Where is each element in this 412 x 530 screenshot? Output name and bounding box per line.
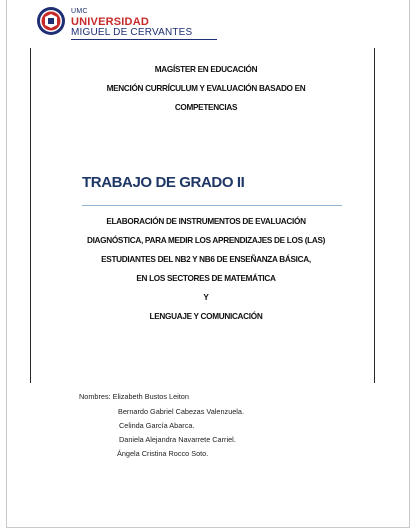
author-name: Bernardo Gabriel Cabezas Valenzuela. <box>118 407 245 416</box>
university-logo <box>36 6 196 42</box>
program-mention: MENCIÓN CURRÍCULUM Y EVALUACIÓN BASADO EN <box>106 84 306 93</box>
content-border-box <box>30 48 375 383</box>
subtitle-line-1: ELABORACIÓN DE INSTRUMENTOS DE EVALUACIÓN <box>106 217 306 226</box>
logo-acronym: UMC <box>71 8 88 15</box>
thesis-title: TRABAJO DE GRADO II <box>82 174 245 191</box>
program-title: MAGÍSTER EN EDUCACIÓN <box>154 65 258 74</box>
program-competencies: COMPETENCIAS <box>174 103 238 112</box>
university-seal-icon <box>36 6 66 36</box>
logo-university-line: UNIVERSIDAD <box>71 16 149 28</box>
subtitle-line-3: ESTUDIANTES DEL NB2 Y NB6 DE ENSEÑANZA BÁSICA, <box>101 255 311 264</box>
logo-name-line: MIGUEL DE CERVANTES <box>71 27 193 38</box>
subtitle-line-2: DIAGNÓSTICA, PARA MEDIR LOS APRENDIZAJES DE LOS (LAS) <box>86 236 326 245</box>
authors-label-line: Nombres: Elizabeth Bustos Leiton <box>79 392 189 401</box>
title-underline <box>82 205 342 206</box>
author-name: Celinda García Abarca. <box>119 421 195 430</box>
logo-underline <box>71 39 217 40</box>
author-name: Ángela Cristina Rocco Soto. <box>117 449 209 458</box>
subtitle-line-4: EN LOS SECTORES DE MATEMÁTICA <box>136 274 276 283</box>
subtitle-line-5: Y <box>203 293 209 302</box>
author-name: Daniela Alejandra Navarrete Carriel. <box>119 435 236 444</box>
subtitle-line-6: LENGUAJE Y COMUNICACIÓN <box>149 312 263 321</box>
